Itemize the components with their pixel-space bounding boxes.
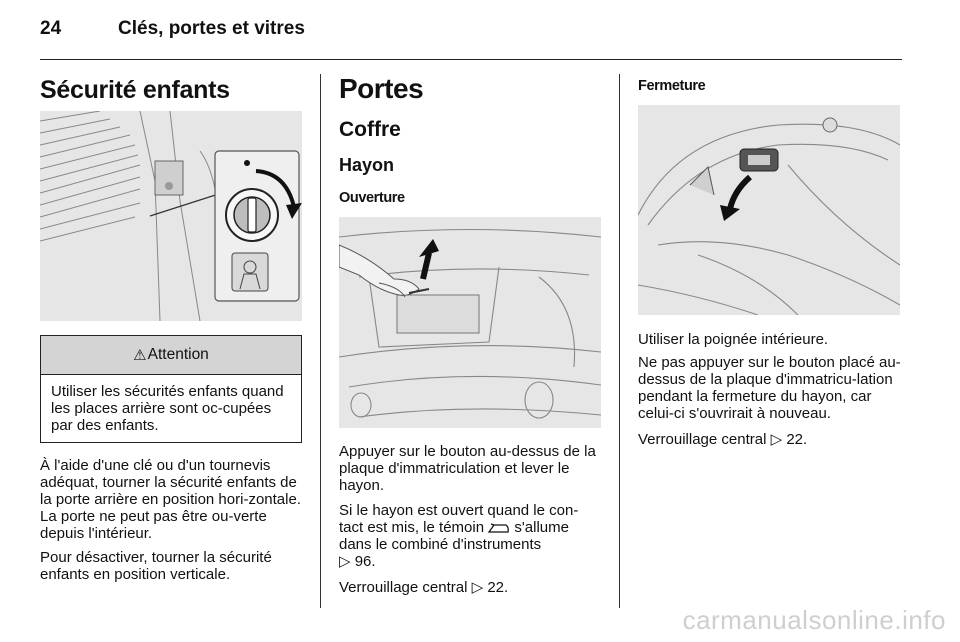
page-ref-22: 22. [786, 431, 808, 448]
section-title-child-safety: Sécurité enfants [40, 76, 230, 104]
central-locking-link-text: Verrouillage central [339, 579, 468, 596]
page-ref-icon: ▷ [471, 579, 484, 596]
warning-header [41, 336, 301, 375]
closing-paragraph-3 [638, 431, 900, 448]
tailgate-opening-illustration [339, 217, 601, 428]
watermark: carmanualsonline.info [682, 605, 946, 635]
opening-paragraph-2-start: Si le hayon est ouvert quand le con-tact est mis, le témoin [339, 502, 579, 536]
page-ref-icon: ▷ [339, 553, 351, 570]
subsection-title-tailgate: Hayon [339, 155, 395, 175]
section-title-doors: Portes [339, 73, 424, 104]
central-locking-link-text: Verrouillage central [638, 431, 767, 448]
tailgate-open-warning-icon [488, 522, 510, 534]
column-divider-right [619, 74, 620, 608]
closing-paragraph-1: Utiliser la poignée intérieure. [638, 331, 829, 348]
child-lock-illustration [40, 111, 302, 321]
tailgate-closing-illustration [638, 105, 900, 315]
opening-paragraph-3 [339, 579, 601, 596]
page-number: 24 [40, 18, 62, 39]
opening-paragraph-1: Appuyer sur le bouton au-dessus de la plaque d'immatriculation et lever le hayon. [339, 443, 596, 494]
warning-text: Utiliser les sécurités enfants quand les places arrière sont oc-cupées par des enfants. [51, 383, 284, 434]
warning-title: Attention [147, 346, 209, 363]
page-ref-icon: ▷ [770, 431, 783, 448]
opening-paragraph-2-end: s'allume dans le combiné d'instruments [339, 519, 569, 553]
chapter-title: Clés, portes et vitres [118, 18, 305, 39]
label-opening: Ouverture [339, 190, 405, 206]
page-ref-22: 22. [487, 579, 509, 596]
warning-triangle-icon: ⚠ [133, 347, 147, 364]
label-closing: Fermeture [638, 78, 706, 94]
subsection-title-trunk: Coffre [339, 118, 401, 141]
opening-paragraph-2 [339, 502, 601, 570]
warning-box [40, 335, 302, 443]
page-ref-96: 96. [354, 553, 376, 570]
column-divider-left [320, 74, 321, 608]
closing-paragraph-2: Ne pas appuyer sur le bouton placé au-dessus de la plaque d'immatricu-lation pendant la fermeture du hayon, car celui-ci s'ouvrirait à nouveau. [638, 354, 901, 422]
child-safety-paragraph-1: À l'aide d'une clé ou d'un tournevis adéquat, tourner la sécurité enfants de la porte arrière en position hori-zontale. La porte ne peut pas être ou-verte depuis l'intérieur. [40, 457, 301, 542]
header-rule [40, 59, 902, 60]
child-safety-paragraph-2: Pour désactiver, tourner la sécurité enfants en position verticale. [40, 549, 272, 583]
